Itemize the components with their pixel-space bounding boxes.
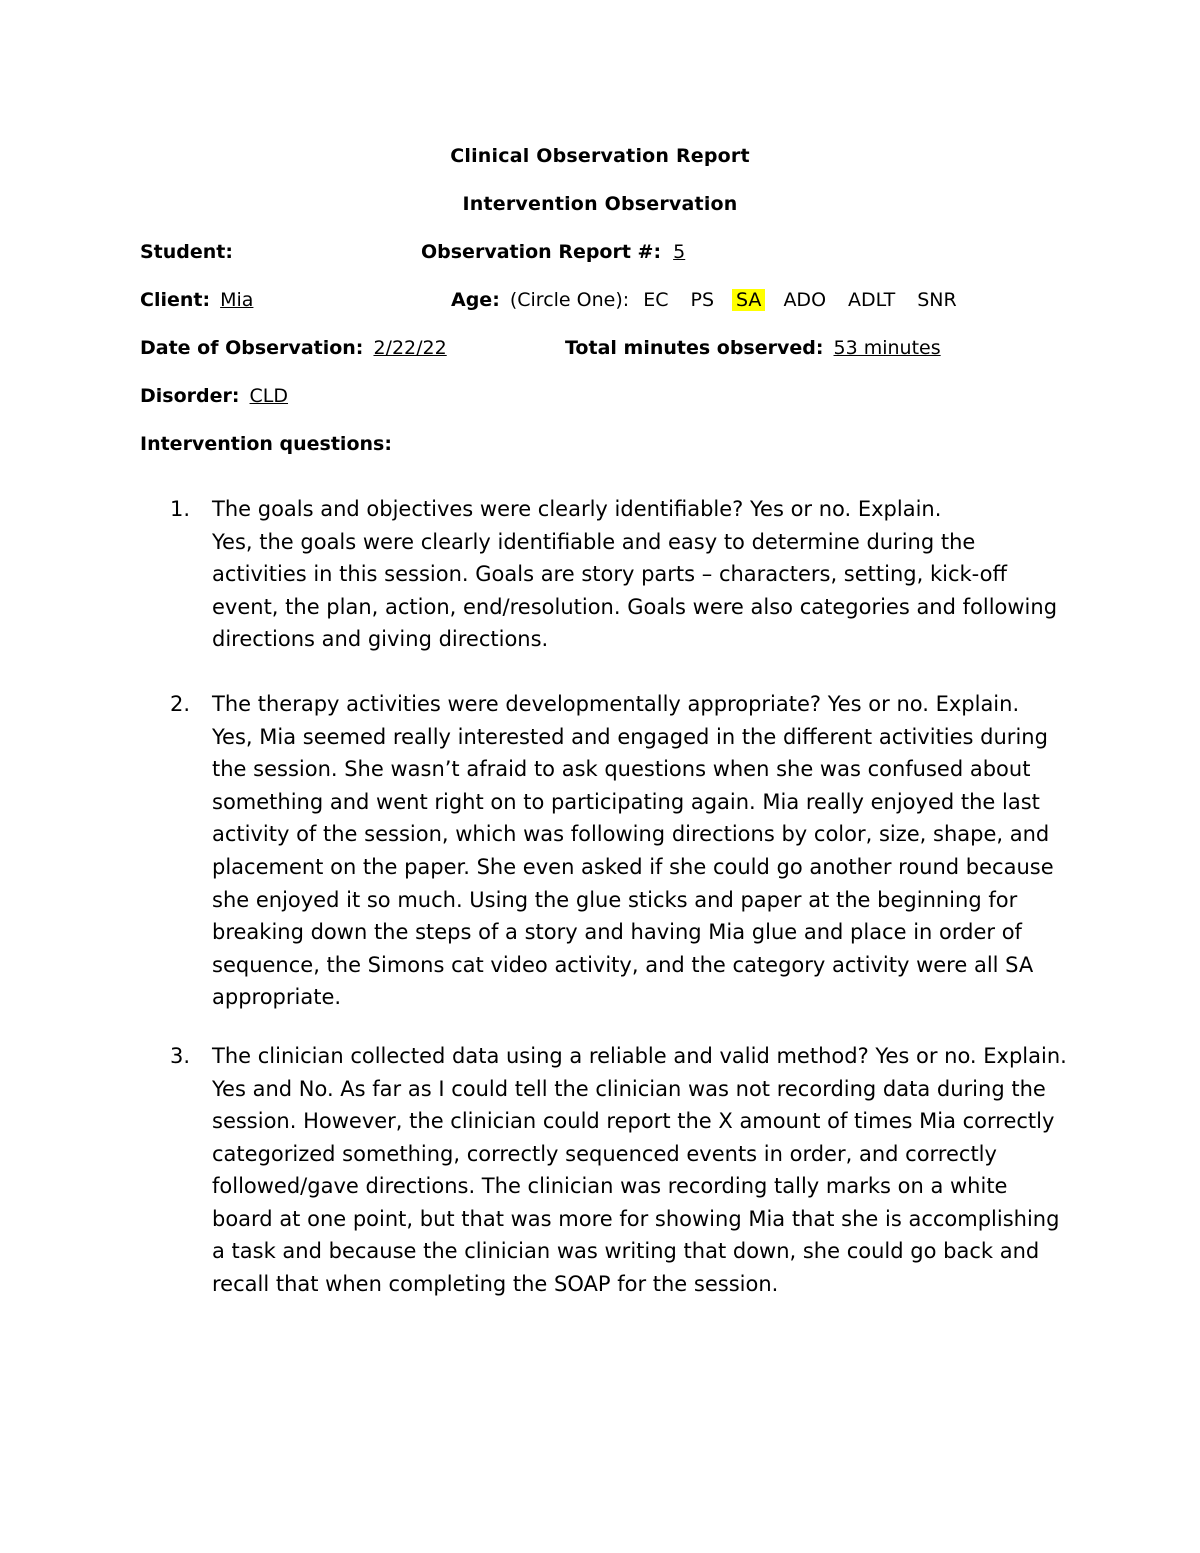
question-number: 1. [170, 497, 191, 521]
question-answer: Yes and No. As far as I could tell the clinician was not recording data during the session. However, the clinician could report the X amount of times Mia correctly categorized something, correctly sequenced events in order, and correctly followed/gave directions. The clinician was recording tally marks on a white board at one point, but that was more for showing Mia that she is accomplishing a task and because the clinician was writing that down, she could go back and recall that when completing the SOAP for the session. [212, 1076, 1060, 1297]
date-value: 2/22/22 [373, 337, 447, 359]
question-number: 2. [170, 691, 191, 716]
question-item [170, 688, 1070, 1014]
age-option-ado: ADO [783, 289, 827, 311]
minutes-label: Total minutes observed: [565, 337, 824, 359]
question-text: The therapy activities were developmentally appropriate? Yes or no. Explain. [212, 691, 1020, 716]
age-option-snr: SNR [917, 289, 957, 311]
question-item [170, 493, 1070, 656]
client-field [140, 289, 253, 311]
question-item [170, 1040, 1070, 1301]
question-number: 3. [170, 1043, 191, 1068]
minutes-value: 53 minutes [833, 337, 941, 359]
question-answer: Yes, Mia seemed really interested and engaged in the different activities during the session. She wasn’t afraid to ask questions when she was confused about something and went right on to participating again. Mia really enjoyed the last activity of the session, which was following directions by color, size, shape, and placement on the paper. She even asked if she could go another round because she enjoyed it so much. Using the glue sticks and paper at the beginning for breaking down the steps of a story and having Mia glue and place in order of sequence, the Simons cat video activity, and the category activity were all SA appropriate. [212, 724, 1054, 1010]
report-number-label: Observation Report #: [421, 241, 662, 263]
age-label: Age: [451, 289, 500, 311]
age-option-sa: SA [732, 289, 765, 311]
disorder-row [0, 385, 1200, 413]
disorder-field [140, 385, 288, 407]
questions-heading-row [0, 433, 1200, 461]
client-label: Client: [140, 289, 211, 311]
date-field [140, 337, 447, 359]
question-answer: Yes, the goals were clearly identifiable and easy to determine during the activities in this session. Goals are story parts – characters, setting, kick-off event, the plan, action, end/resolution. Goals were also categories and following directions and giving directions. [212, 529, 1058, 652]
questions-heading: Intervention questions: [140, 433, 392, 455]
report-subtitle: Intervention Observation [462, 193, 738, 215]
age-instruction: (Circle One): [509, 289, 630, 311]
age-option-ps: PS [690, 289, 715, 311]
date-label: Date of Observation: [140, 337, 364, 359]
question-list [170, 493, 1070, 1333]
client-row [0, 289, 1200, 317]
client-value: Mia [220, 289, 254, 311]
report-number-field [421, 241, 685, 263]
minutes-field [565, 337, 941, 359]
question-text: The clinician collected data using a reliable and valid method? Yes or no. Explain. [212, 1043, 1067, 1068]
age-option-ec: EC [643, 289, 669, 311]
disorder-value: CLD [249, 385, 289, 407]
student-label: Student: [140, 241, 233, 263]
date-row [0, 337, 1200, 365]
question-text: The goals and objectives were clearly identifiable? Yes or no. Explain. [212, 497, 942, 521]
student-row [0, 241, 1200, 269]
disorder-label: Disorder: [140, 385, 240, 407]
age-options [639, 289, 975, 311]
age-option-adlt: ADLT [848, 289, 896, 311]
age-field [451, 289, 975, 311]
report-title: Clinical Observation Report [450, 145, 750, 167]
report-number-value: 5 [673, 241, 686, 263]
